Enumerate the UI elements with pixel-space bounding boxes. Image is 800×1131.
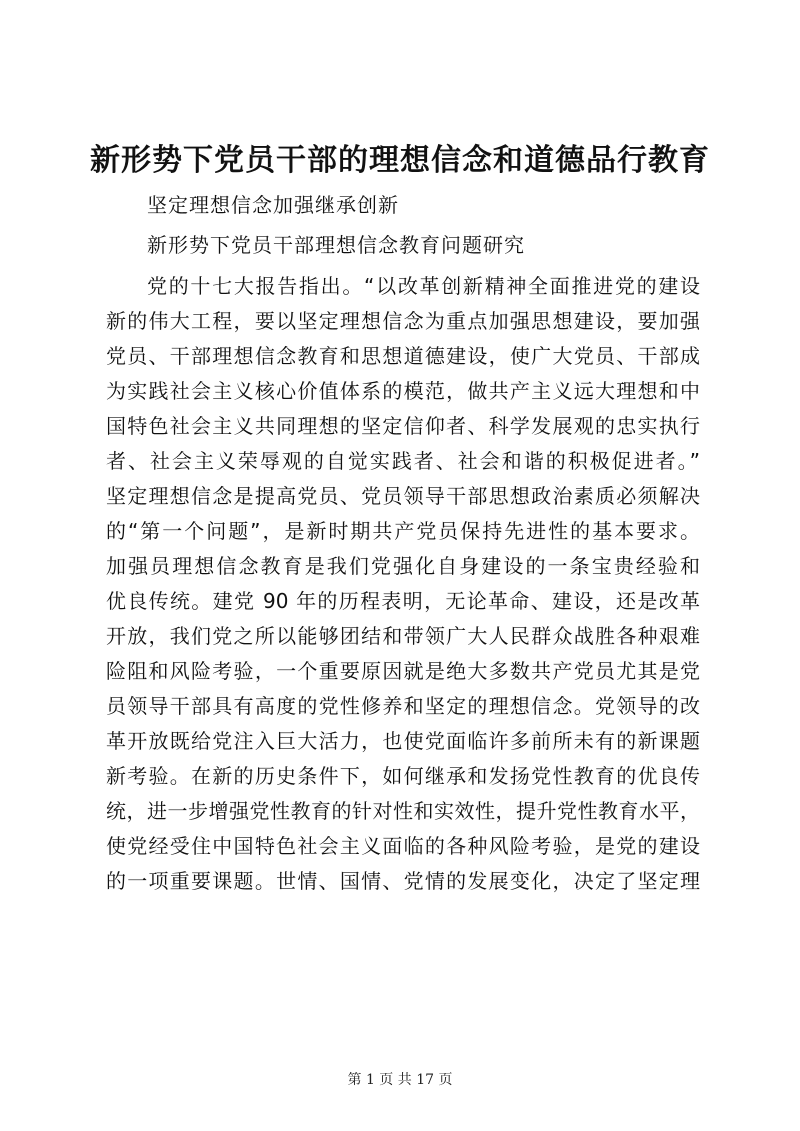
body-line: 新考验。在新的历史条件下，如何继承和发扬党性教育的优良传 (106, 764, 700, 788)
body-line: 使党经受住中国特色社会主义面临的各种风险考验，是党的建设 (106, 834, 700, 858)
body-line: 为实践社会主义核心价值体系的模范，做共产主义远大理想和中 (106, 379, 700, 403)
body-line: 优良传统。建党 90 年的历程表明，无论革命、建设，还是改革 (106, 589, 700, 613)
body-line: 新的伟大工程，要以坚定理想信念为重点加强思想建设，要加强 (106, 309, 700, 333)
body-line: 加强员理想信念教育是我们党强化自身建设的一条宝贵经验和 (106, 554, 700, 578)
body-line: 党的十七大报告指出。“以改革创新精神全面推进党的建设 (147, 274, 700, 298)
page-number-footer: 第 1 页 共 17 页 (347, 1072, 453, 1088)
subtitle-2: 新形势下党员干部理想信念教育问题研究 (147, 233, 525, 257)
body-paragraph (106, 269, 700, 899)
body-line: 者、社会主义荣辱观的自觉实践者、社会和谐的积极促进者。” (106, 449, 700, 473)
body-line: 的一项重要课题。世情、国情、党情的发展变化，决定了坚定理 (106, 869, 700, 893)
body-line: 党员、干部理想信念教育和思想道德建设，使广大党员、干部成 (106, 344, 700, 368)
body-line: 的“第一个问题”，是新时期共产党员保持先进性的基本要求。 (106, 519, 700, 543)
document-title: 新形势下党员干部的理想信念和道德品行教育 (90, 143, 710, 178)
body-line: 统，进一步增强党性教育的针对性和实效性，提升党性教育水平， (106, 799, 700, 823)
body-line: 员领导干部具有高度的党性修养和坚定的理想信念。党领导的改 (106, 694, 700, 718)
body-line: 坚定理想信念是提高党员、党员领导干部思想政治素质必须解决 (106, 484, 700, 508)
body-line: 革开放既给党注入巨大活力，也使党面临许多前所未有的新课题 (106, 729, 700, 753)
body-line: 险阻和风险考验，一个重要原因就是绝大多数共产党员尤其是党 (106, 659, 700, 683)
body-line: 国特色社会主义共同理想的坚定信仰者、科学发展观的忠实执行 (106, 414, 700, 438)
subtitle-1: 坚定理想信念加强继承创新 (147, 193, 399, 217)
body-line: 开放，我们党之所以能够团结和带领广大人民群众战胜各种艰难 (106, 624, 700, 648)
